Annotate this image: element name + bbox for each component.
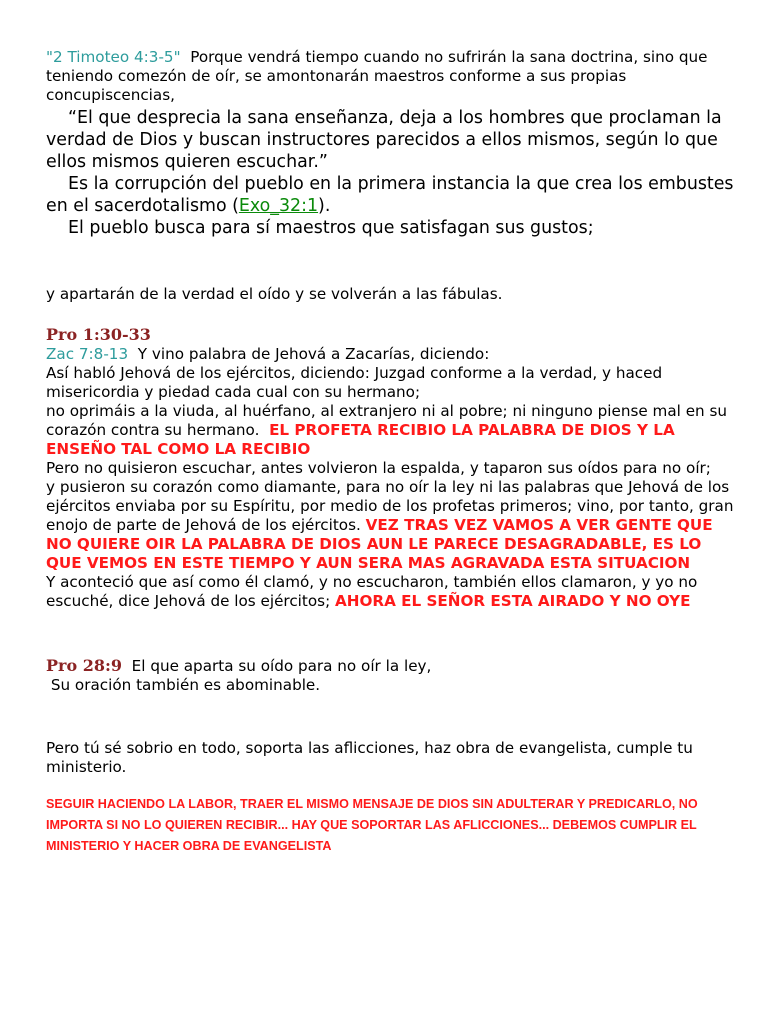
red-note-3: AHORA EL SEÑOR ESTA AIRADO Y NO OYE	[335, 592, 691, 610]
commentary-paragraph-2: Es la corrupción del pueblo en la primera instancia la que crea los embustes en el sacerdotalismo (Exo_32:1).	[46, 174, 734, 216]
zacarias-verse-12: y pusieron su corazón como diamante, para no oír la ley ni las palabras que Jehová de los ejércitos enviaba por su Espíritu, por medio de los profetas primeros; vino, por tanto, gran enojo de parte de Jehová de los ejércitos. VEZ TRAS VEZ VAMOS A VER GENTE QUE NO QUIERE OIR LA PALABRA DE DIOS AUN LE PARECE DESAGRADABLE, ES LO QUE VEMOS EN ESTE TIEMPO Y AUN SERA MAS AGRAVADA ESTA SITUACION	[46, 478, 734, 572]
red-note-2: VEZ TRAS VEZ VAMOS A VER GENTE QUE NO QUIERE OIR LA PALABRA DE DIOS AUN LE PARECE DESAGRADABLE, ES LO QUE VEMOS EN ESTE TIEMPO Y AUN SERA MAS AGRAVADA ESTA SITUACION	[46, 516, 713, 572]
commentary-block	[46, 107, 736, 239]
zacarias-verse-10: no oprimáis a la viuda, al huérfano, al extranjero ni al pobre; ni ninguno piense mal en su corazón contra su hermano. EL PROFETA RECIBIO LA PALABRA DE DIOS Y LA ENSEÑO TAL COMO LA RECIBIO	[46, 402, 728, 458]
zacarias-block	[46, 325, 736, 611]
zacarias-intro: Zac 7:8-13 Y vino palabra de Jehová a Zacarías, diciendo:	[46, 345, 490, 363]
commentary-paragraph-3: El pueblo busca para sí maestros que satisfagan sus gustos;	[68, 218, 594, 238]
zacarias-verse-13: Y aconteció que así como él clamó, y no escucharon, también ellos clamaron, y yo no escuché, dice Jehová de los ejércitos; AHORA EL SEÑOR ESTA AIRADO Y NO OYE	[46, 573, 698, 610]
ministerio-paragraph: Pero tú sé sobrio en todo, soporta las aflicciones, haz obra de evangelista, cumple tu ministerio.	[46, 739, 693, 776]
proverbios-28-reference[interactable]: Pro 28:9	[46, 656, 123, 675]
fabulas-line: y apartarán de la verdad el oído y se volverán a las fábulas.	[46, 285, 503, 303]
red-note-1: EL PROFETA RECIBIO LA PALABRA DE DIOS Y LA ENSEÑO TAL COMO LA RECIBIO	[46, 421, 675, 458]
closing-red-note: SEGUIR HACIENDO LA LABOR, TRAER EL MISMO MENSAJE DE DIOS SIN ADULTERAR Y PREDICARLO, NO IMPORTA SI NO LO QUIEREN RECIBIR... HAY QUE SOPORTAR LAS AFLICCIONES... DEBEMOS CUMPLIR EL MINISTERIO Y HACER OBRA DE EVANGELISTA	[46, 797, 698, 853]
proverbios-28-block: Pro 28:9 El que aparta su oído para no oír la ley, Su oración también es abominable.	[46, 656, 432, 694]
zacarias-verse-11: Pero no quisieron escuchar, antes volvieron la espalda, y taparon sus oídos para no oír;	[46, 459, 711, 477]
timoteo-text: Porque vendrá tiempo cuando no sufrirán la sana doctrina, sino que teniendo comezón de oír, se amontonarán maestros conforme a sus propias concupiscencias,	[46, 48, 708, 104]
zacarias-reference[interactable]: Zac 7:8-13	[46, 345, 129, 363]
timoteo-reference[interactable]: "2 Timoteo 4:3-5"	[46, 48, 181, 66]
proverbios-28-line-2: Su oración también es abominable.	[50, 676, 321, 694]
commentary-quote: “El que desprecia la sana enseñanza, deja a los hombres que proclaman la verdad de Dios y buscan instructores parecidos a ellos mismos, según lo que ellos mismos quieren escuchar.”	[46, 108, 722, 172]
proverbios-1-reference[interactable]: Pro 1:30-33	[46, 325, 151, 344]
exodo-link[interactable]: Exo_32:1	[238, 196, 319, 216]
timoteo-paragraph	[46, 48, 736, 105]
zacarias-verse-9: Así habló Jehová de los ejércitos, diciendo: Juzgad conforme a la verdad, y haced misericordia y piedad cada cual con su hermano;	[46, 364, 663, 401]
